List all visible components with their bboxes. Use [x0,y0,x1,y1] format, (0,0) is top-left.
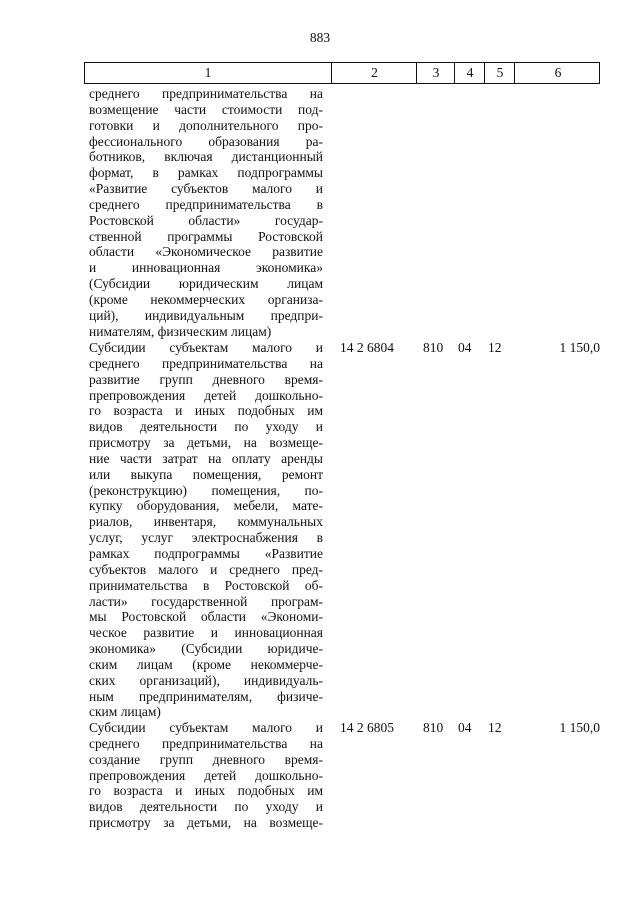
description-line: мы Ростовской области «Экономи- [89,609,323,625]
description-line: препровождения детей дошкольно- [89,387,323,403]
amount-value: 1 150,0 [559,340,600,355]
description-line: среднего предпринимательства на [89,355,323,371]
description-line: го возраста и иных подобных им [89,403,323,419]
description-line: среднего предпринимательства на [89,735,323,751]
header-col-1: 1 [204,65,212,80]
description-line: принимательства в Ростовской об- [89,577,323,593]
description-line: ботников, включая дистанционный [89,149,323,165]
table-header [84,62,600,84]
description-line: ским лицам) [89,704,161,720]
description-line: риалов, инвентаря, коммунальных [89,514,323,530]
description-line: среднего предпринимательства на [89,86,323,101]
description-line: (реконструкцию) помещения, по- [89,482,323,498]
description-line: нимателям, физическим лицам) [89,323,272,339]
subsection-code: 12 [488,720,502,735]
description-line: видов деятельности по уходу и [89,799,323,815]
description-line: «Развитие субъектов малого и [89,181,323,197]
description-line: присмотру за детьми, на возмеще- [89,435,323,451]
description-line: присмотру за детьми, на возмеще- [89,815,323,831]
description-line: экономика» (Субсидии юридиче- [89,641,323,657]
header-col-2: 2 [331,63,417,83]
header-col-5: 5 [484,63,515,83]
description-line: видов деятельности по уходу и [89,419,323,435]
row-description [89,86,323,340]
description-line: купку оборудования, мебели, мате- [89,498,323,514]
description-line: ным предпринимателям, физиче- [89,688,323,704]
description-line: области «Экономическое развитие [89,244,323,260]
page-number: 883 [309,30,331,45]
description-line: (кроме некоммерческих организа- [89,291,323,307]
description-line: развитие групп дневного время- [89,371,323,387]
description-line: формат, в рамках подпрограммы [89,165,323,181]
description-line: субъектов малого и среднего пред- [89,561,323,577]
header-col-6: 6 [514,63,601,83]
subsection-code: 12 [488,340,502,355]
header-col-3: 3 [416,63,455,83]
description-line: ских организаций), индивидуаль- [89,672,323,688]
description-line: ческое развитие и инновационная [89,625,323,641]
description-line: услуг, услуг электроснабжения в [89,530,323,546]
description-line: препровождения детей дошкольно- [89,767,323,783]
description-line: Ростовской области» государ- [89,212,323,228]
expense-type-code: 810 [423,340,444,355]
description-line: готовки и дополнительного про- [89,117,323,133]
description-line: ние части затрат на оплату аренды [89,450,323,466]
description-line: и инновационная экономика» [89,260,323,276]
section-code: 04 [458,720,472,735]
description-line: фессионального образования ра- [89,133,323,149]
description-line: среднего предпринимательства в [89,196,323,212]
description-line: Субсидии субъектам малого и [89,720,323,735]
description-line: ласти» государственной програм- [89,593,323,609]
target-code: 14 2 6805 [340,720,394,735]
row-description [89,720,323,831]
header-col-4: 4 [454,63,485,83]
description-line: создание групп дневного время- [89,751,323,767]
description-line: го возраста и иных подобных им [89,783,323,799]
description-line: ций), индивидуальным предпри- [89,307,323,323]
description-line: ственной программы Ростовской [89,228,323,244]
expense-type-code: 810 [423,720,444,735]
description-line: или выкупа помещения, ремонт [89,466,323,482]
target-code: 14 2 6804 [340,340,394,355]
description-line: возмещение части стоимости под- [89,101,323,117]
description-line: ским лицам (кроме некоммерче- [89,656,323,672]
amount-value: 1 150,0 [559,720,600,735]
section-code: 04 [458,340,472,355]
description-line: Субсидии субъектам малого и [89,340,323,355]
description-line: рамках подпрограммы «Развитие [89,545,323,561]
row-description [89,340,323,720]
description-line: (Субсидии юридическим лицам [89,276,323,292]
